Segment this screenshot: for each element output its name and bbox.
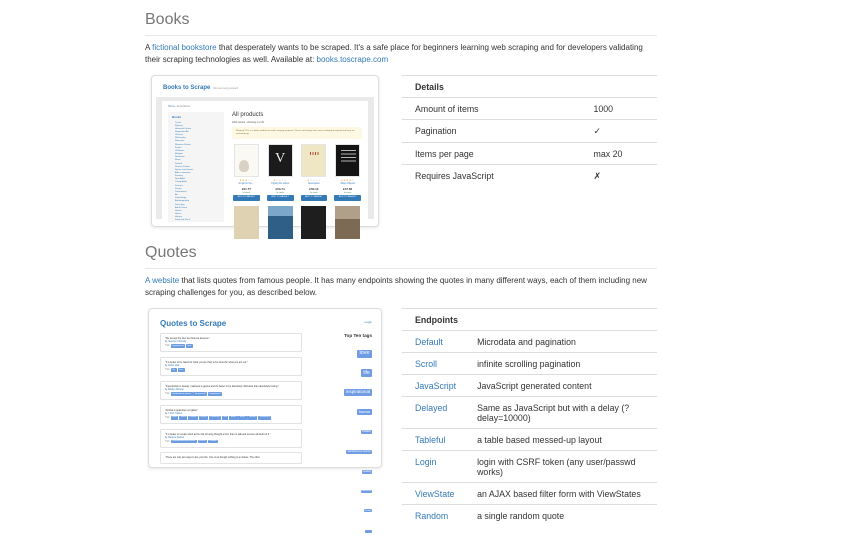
books-mini-category: Parenting <box>175 203 185 206</box>
quote-author-link: Marilyn Monroe <box>168 389 184 392</box>
top-tag-line <box>312 439 372 457</box>
books-mini-category: Mystery <box>175 124 183 127</box>
quote-tag: quest <box>230 416 236 419</box>
books-mini-category: Paranormal <box>175 190 187 193</box>
tags-label: Tags: <box>165 392 171 395</box>
endpoints-table <box>402 308 657 526</box>
book-cover-image <box>234 206 259 239</box>
quote-tag: silence <box>199 440 206 443</box>
quote-tag: bilbo <box>172 416 177 419</box>
quotes-thumbnail-column <box>145 308 390 532</box>
detail-value: ✓ <box>593 126 601 136</box>
books-mini-category: Young Adult <box>175 181 187 184</box>
top-tag: friends <box>365 509 372 512</box>
quote-byline: by J.R.R. Tolkien <box>165 412 183 415</box>
books-mini-category: Psychology <box>175 197 187 200</box>
book-cover-image <box>234 144 259 177</box>
endpoint-description: a table based messed-up layout <box>477 435 602 445</box>
add-to-basket-button: ADD TO BASKET <box>301 195 328 201</box>
detail-value: 1000 <box>593 104 614 114</box>
books-description-text: A <box>145 43 153 52</box>
book-cover-image <box>335 206 360 239</box>
detail-label: Amount of items <box>415 104 479 114</box>
quotes-website-link[interactable]: A website <box>145 276 180 285</box>
stock-status: In stock <box>276 191 284 194</box>
books-mini-page-heading: All products <box>232 112 264 118</box>
quote-byline: by André Gide <box>165 365 180 368</box>
table-row <box>402 375 657 397</box>
quote-tag: travel <box>239 416 245 419</box>
quote-box <box>160 333 302 352</box>
endpoint-cell <box>402 505 464 527</box>
books-mini-category: Autobiography <box>175 200 190 203</box>
endpoint-description: login with CSRF token (any user/passwd works) <box>477 457 636 477</box>
detail-label: Requires JavaScript <box>415 171 494 181</box>
fictional-bookstore-link[interactable]: fictional bookstore <box>152 43 217 52</box>
book-title-link: Sharp Objects <box>340 183 355 186</box>
quote-author-link: Stephen Chbosky <box>168 341 187 344</box>
books-mini-category: Music <box>175 159 181 162</box>
books-mini-warning-banner: Warning! This is a demo website for web scraping purposes. Prices and ratings here were randomly assigned and have no real meaning. <box>232 127 362 139</box>
detail-value: max 20 <box>593 149 623 159</box>
quotes-site-thumbnail[interactable] <box>148 308 382 532</box>
books-mini-category: Art <box>175 194 178 197</box>
endpoint-cell <box>402 483 464 505</box>
book-price: £53.74 <box>275 187 285 192</box>
stock-status: In stock <box>310 191 318 194</box>
star-icon: ★ <box>281 179 285 183</box>
top-tag: simile <box>366 529 372 532</box>
quote-tag: wanderlust <box>259 416 270 419</box>
top-tag-line <box>312 517 372 535</box>
books-mini-product-card <box>300 144 329 201</box>
endpoint-cell <box>402 451 464 483</box>
quotes-mini-tags-column <box>302 333 374 537</box>
quotes-description <box>145 275 657 298</box>
quote-author-link: André Gide <box>167 365 180 368</box>
quote-box <box>160 381 302 400</box>
books-toscrape-link[interactable]: books.toscrape.com <box>316 54 389 64</box>
book-cover-image <box>268 206 293 239</box>
books-mini-page <box>156 80 374 222</box>
star-icon: ★ <box>239 179 243 183</box>
star-icon: ★ <box>312 179 316 183</box>
star-icon: ★ <box>247 179 251 183</box>
book-cover-image <box>301 206 326 239</box>
quote-tag: inspirational <box>209 392 221 395</box>
star-icon: ★ <box>309 179 313 183</box>
table-row <box>402 429 657 451</box>
quote-tag: friendship <box>210 416 220 419</box>
quote-author-link: Maurice Switzer <box>168 436 185 439</box>
books-mini-category: Default <box>175 162 182 165</box>
books-mini-product-card <box>232 206 261 239</box>
details-table-header: Details <box>415 82 444 92</box>
books-mini-product-grid <box>232 144 362 201</box>
books-mini-sidebar-title: Books <box>172 115 182 119</box>
endpoint-link-delayed[interactable]: Delayed <box>415 403 448 413</box>
endpoint-link-default[interactable]: Default <box>415 337 443 347</box>
books-mini-category: Fiction <box>175 146 182 149</box>
quote-tag: inspirational <box>172 344 184 347</box>
quote-text: “It is better to remain silent at the risk of being thought a fool, than to talk and remove all doubt of it.” <box>165 432 271 436</box>
book-price: £50.10 <box>309 187 319 192</box>
top-tag-line <box>312 341 372 359</box>
quotes-mini-body <box>156 333 374 537</box>
add-to-basket-button: ADD TO BASKET <box>334 195 361 201</box>
books-mini-product-card <box>232 144 261 201</box>
endpoint-cell <box>402 331 464 353</box>
endpoint-link-scroll[interactable]: Scroll <box>415 359 437 369</box>
books-mini-band <box>156 97 374 222</box>
top-tag: humor <box>358 408 371 414</box>
quotes-mini-quote-list <box>160 333 302 537</box>
details-table <box>402 75 657 187</box>
breadcrumb-current: All products <box>176 105 190 108</box>
book-title-link: Soumission <box>307 183 320 186</box>
endpoints-table-header: Endpoints <box>415 315 459 325</box>
endpoint-link-tableful[interactable]: Tableful <box>415 435 446 445</box>
quote-tag: wander <box>248 416 256 419</box>
books-thumbnail-column <box>145 75 390 227</box>
table-header-row <box>402 76 657 98</box>
quote-box <box>160 429 302 448</box>
books-mini-product-card <box>333 144 362 201</box>
stock-status: In stock <box>242 191 251 194</box>
quote-byline: by Marilyn Monroe <box>165 389 184 392</box>
endpoint-description: JavaScript generated content <box>477 381 592 391</box>
add-to-basket-button: ADD TO BASKET <box>233 195 260 201</box>
breadcrumb-separator: › <box>175 105 177 108</box>
endpoint-cell <box>402 375 464 397</box>
star-icon: ★ <box>273 179 277 183</box>
books-mini-category: Food and Drink <box>175 219 190 222</box>
table-row <box>402 331 657 353</box>
book-cover-image <box>335 144 360 177</box>
quote-tag: misattributed-mark-twain <box>172 440 196 443</box>
books-description-text: that desperately wants to be scraped. It's a safe place for beginners learning web scraping and for developers validating their scraping technologies as well. Available at: <box>145 43 643 64</box>
endpoint-link-random[interactable]: Random <box>415 511 449 521</box>
quote-text: “We accept the love we think we deserve.” <box>165 337 210 340</box>
quote-tag: be-yourself <box>195 392 206 395</box>
detail-value: ✗ <box>593 171 601 181</box>
quotes-endpoints-column <box>402 308 657 526</box>
books-mini-category: History <box>175 216 182 219</box>
books-mini-category: Adult Fiction <box>175 206 188 209</box>
book-price: £51.77 <box>241 187 251 192</box>
books-mini-category: Philosophy <box>175 137 186 140</box>
quote-text: “Imperfection is beauty, madness is genius and it's better to be absolutely ridiculous than absolutely boring.” <box>165 384 279 388</box>
star-icon: ★ <box>346 179 349 183</box>
books-mini-category: Science <box>175 184 183 187</box>
books-mini-columns <box>168 112 362 222</box>
books-mini-results-text: 1000 results - showing 1 to 20 <box>232 121 264 124</box>
books-mini-product-card <box>266 144 295 201</box>
add-to-basket-button: ADD TO BASKET <box>267 195 294 201</box>
top-tag-line <box>312 419 372 437</box>
books-mini-category: Womens Fiction <box>175 143 191 146</box>
table-row <box>402 143 657 165</box>
star-icon: ★ <box>351 179 355 183</box>
top-tag: friendship <box>361 490 372 493</box>
star-icon: ★ <box>245 179 248 183</box>
tags-label: Tags: <box>165 440 171 443</box>
quote-box <box>160 452 302 463</box>
endpoint-cell <box>402 353 464 375</box>
quote-text: “It is better to be hated for what you are than to be loved for what you are not.” <box>165 360 248 364</box>
endpoint-link-javascript[interactable]: JavaScript <box>415 381 457 391</box>
endpoint-cell <box>402 397 464 429</box>
detail-label: Pagination <box>415 126 457 136</box>
books-mini-product-card <box>300 206 329 239</box>
quote-tags <box>165 344 297 348</box>
top-tag-line <box>312 478 372 496</box>
endpoint-description: infinite scrolling pagination <box>477 359 581 369</box>
quote-box <box>160 357 302 376</box>
top-tag-line <box>312 498 372 516</box>
quote-author-link: J.R.R. Tolkien <box>168 412 183 415</box>
endpoint-description: Microdata and pagination <box>477 337 576 347</box>
endpoint-link-viewstate[interactable]: ViewState <box>415 489 455 499</box>
quote-tags <box>165 440 297 444</box>
book-price: £47.82 <box>343 187 353 192</box>
endpoint-description: a single random quote <box>477 511 565 521</box>
table-row <box>402 165 657 188</box>
star-icon: ★ <box>284 179 287 183</box>
star-icon: ★ <box>315 179 318 183</box>
tags-label: Tags: <box>165 416 171 419</box>
table-row <box>402 397 657 429</box>
quote-tags <box>165 416 297 420</box>
books-mini-category: Religion <box>175 153 183 156</box>
books-mini-tagline: We love being scraped! <box>213 87 239 90</box>
books-mini-category: Historical Fiction <box>175 127 192 130</box>
books-row <box>145 75 657 227</box>
table-row <box>402 483 657 505</box>
books-mini-category: Sports and Games <box>175 168 194 171</box>
books-mini-header <box>156 80 374 94</box>
quote-tag: wisdom <box>209 440 217 443</box>
book-title-link: Tipping the Velvet <box>271 183 290 186</box>
book-title-link: A Light in the ... <box>238 183 255 186</box>
books-mini-category: Nonfiction <box>175 156 185 159</box>
breadcrumb <box>168 105 362 108</box>
books-mini-main <box>224 112 362 222</box>
star-icon: ★ <box>317 179 321 183</box>
books-mini-category: Classics <box>175 134 184 137</box>
quotes-mini-logo: Quotes to Scrape <box>160 319 227 328</box>
top-tag: inspirational <box>344 389 372 396</box>
star-icon: ★ <box>307 179 310 183</box>
quote-tag: love <box>187 344 192 347</box>
book-cover-image <box>301 144 326 177</box>
table-header-row <box>402 309 657 331</box>
books-mini-category: Add a comment <box>175 172 191 174</box>
star-icon: ★ <box>276 179 279 183</box>
endpoint-link-login[interactable]: Login <box>415 457 437 467</box>
table-row <box>402 451 657 483</box>
top-tag: attributed-no-source <box>347 449 371 453</box>
tags-label: Tags: <box>165 344 171 347</box>
books-mini-category: Humor <box>175 209 182 212</box>
page-content <box>145 0 657 532</box>
table-row <box>402 120 657 143</box>
books-details-column <box>402 75 657 187</box>
endpoint-cell <box>402 429 464 451</box>
stock-status: In stock <box>343 191 352 194</box>
books-mini-container <box>162 101 368 222</box>
books-heading: Books <box>145 11 657 36</box>
star-icon: ★ <box>343 179 347 183</box>
quotes-mini-page <box>156 315 374 532</box>
books-mini-logo: Books to Scrape <box>163 85 211 91</box>
books-mini-category: New Adult <box>175 178 185 181</box>
top-tag: books <box>362 429 371 434</box>
quote-tags <box>165 392 297 396</box>
books-description <box>145 42 657 65</box>
quote-tag: friends <box>200 416 207 419</box>
books-mini-product-card <box>333 206 362 239</box>
tags-label: Tags: <box>165 368 171 371</box>
quotes-row <box>145 308 657 532</box>
top-tag-line <box>312 400 372 418</box>
star-icon: ★ <box>242 179 245 183</box>
books-mini-product-card <box>266 206 295 239</box>
quotes-heading: Quotes <box>145 244 657 269</box>
top-tag-line <box>312 361 372 379</box>
detail-label: Items per page <box>415 149 474 159</box>
books-site-thumbnail[interactable] <box>151 75 379 227</box>
star-icon: ★ <box>348 179 352 183</box>
books-mini-category: Romance <box>175 140 185 143</box>
breadcrumb-home: Home <box>168 105 175 108</box>
section-books <box>145 11 657 227</box>
quote-text: “There are only two ways to live your life. One is as though nothing is a miracle. The other <box>165 456 260 460</box>
books-mini-category-list <box>172 122 220 223</box>
endpoint-description: Same as JavaScript but with a delay (?delay=10000) <box>477 403 630 423</box>
books-mini-category: Fantasy <box>175 175 183 178</box>
top-tag: life <box>361 369 372 377</box>
top-tag: reading <box>362 469 371 473</box>
books-mini-sidebar <box>168 112 224 222</box>
quotes-mini-top-tags <box>312 341 372 535</box>
star-icon: ★ <box>278 179 282 183</box>
table-row <box>402 505 657 527</box>
endpoint-description: an AJAX based filter form with ViewStates <box>477 489 641 499</box>
quote-tags <box>165 368 297 372</box>
quote-tag: life <box>172 368 176 371</box>
quotes-mini-header <box>156 315 374 328</box>
top-tag: love <box>357 350 372 358</box>
quotes-mini-top-tags-title: Top Ten tags <box>344 333 372 338</box>
table-row <box>402 98 657 120</box>
quotes-description-text: that lists quotes from famous people. It has many endpoints showing the quotes in many different ways, each of them including new scraping challenges for you, as described below. <box>145 276 647 297</box>
books-mini-category: Sequential Art <box>175 130 189 133</box>
quote-tag: fantasy <box>189 416 197 419</box>
top-tag-line <box>312 380 372 398</box>
books-mini-category: Poetry <box>175 187 182 190</box>
books-mini-product-row2 <box>232 206 362 239</box>
star-rating <box>300 179 329 183</box>
quote-tag: elves <box>180 416 186 419</box>
quote-byline: by Stephen Chbosky <box>165 341 187 344</box>
star-icon: ★ <box>250 179 254 183</box>
quotes-mini-login-link: Login <box>364 320 372 324</box>
quote-box <box>160 405 302 424</box>
books-mini-category: Science Fiction <box>175 165 190 168</box>
star-icon: ★ <box>340 179 344 183</box>
top-tag-line <box>312 459 372 477</box>
quote-text: “All that is gold does not glitter” <box>165 408 198 412</box>
books-mini-category: Horror <box>175 213 182 216</box>
section-quotes <box>145 244 657 532</box>
books-mini-category: Travel <box>175 121 181 124</box>
quote-tag: attributed-no-source <box>172 392 192 395</box>
quote-tag: love <box>179 368 183 371</box>
quote-byline: by Maurice Switzer <box>165 436 185 439</box>
book-cover-image <box>268 144 293 177</box>
quote-tag: lost <box>223 416 227 419</box>
books-mini-category: Childrens <box>175 149 185 152</box>
table-row <box>402 353 657 375</box>
